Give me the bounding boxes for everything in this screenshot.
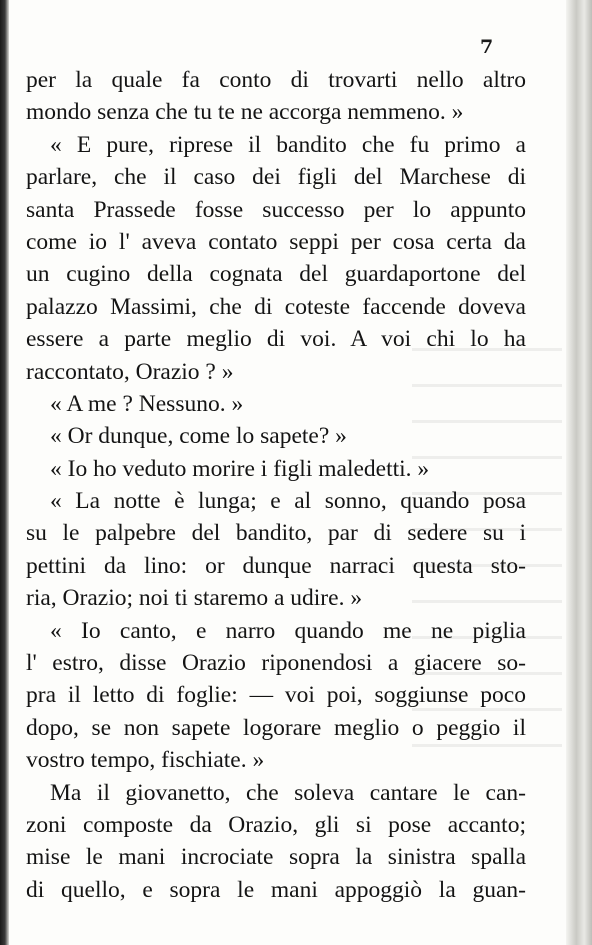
text-line: pettini da lino: or dunque narraci questa sto- xyxy=(26,552,526,579)
text-line: parlare, che il caso dei figli del Marchese di xyxy=(26,164,526,191)
text-line: zoni composte da Orazio, gli si pose accanto; xyxy=(26,811,526,838)
text-line: un cugino della cognata del guardaportone del xyxy=(26,261,526,288)
page-edge-shadow xyxy=(566,0,592,945)
text-line: vostro tempo, fischiate. » xyxy=(26,747,265,774)
text-line: « La notte è lunga; e al sonno, quando posa xyxy=(50,488,526,515)
page-gutter-shadow xyxy=(0,0,9,945)
text-line: come io l' aveva contato seppi per cosa certa da xyxy=(26,228,526,255)
text-line: di quello, e sopra le mani appoggiò la guan- xyxy=(26,876,526,903)
text-line: per la quale fa conto di trovarti nello altro xyxy=(26,67,526,93)
text-line: « A me ? Nessuno. » xyxy=(50,390,244,417)
text-line: l' estro, disse Orazio riponendosi a giacere so- xyxy=(26,650,526,677)
text-line: « Io ho veduto morire i figli maledetti. » xyxy=(50,455,430,482)
text-line: « Io canto, e narro quando me ne piglia xyxy=(50,617,526,644)
text-line: Ma il giovanetto, che soleva cantare le can- xyxy=(50,779,526,806)
text-line: mondo senza che tu te ne accorga nemmeno. » xyxy=(26,99,464,126)
page-number: 7 xyxy=(480,36,494,58)
text-line: ria, Orazio; noi ti staremo a udire. » xyxy=(26,585,363,612)
text-line: raccontato, Orazio ? » xyxy=(26,358,234,385)
text-line: « Or dunque, come lo sapete? » xyxy=(50,423,347,450)
text-line: mise le mani incrociate sopra la sinistra spalla xyxy=(26,844,526,871)
text-line: santa Prassede fosse successo per lo appunto xyxy=(26,196,526,223)
text-line: essere a parte meglio di voi. A voi chi lo ha xyxy=(26,326,526,353)
text-line: dopo, se non sapete logorare meglio o peggio il xyxy=(26,714,526,741)
text-line: palazzo Massimi, che di coteste faccende doveva xyxy=(26,293,526,320)
text-line: su le palpebre del bandito, par di sedere su i xyxy=(26,520,526,547)
text-line: pra il letto di foglie: — voi poi, soggiunse poco xyxy=(26,682,526,709)
text-line: « E pure, riprese il bandito che fu primo a xyxy=(50,131,526,158)
body-text xyxy=(26,64,526,906)
